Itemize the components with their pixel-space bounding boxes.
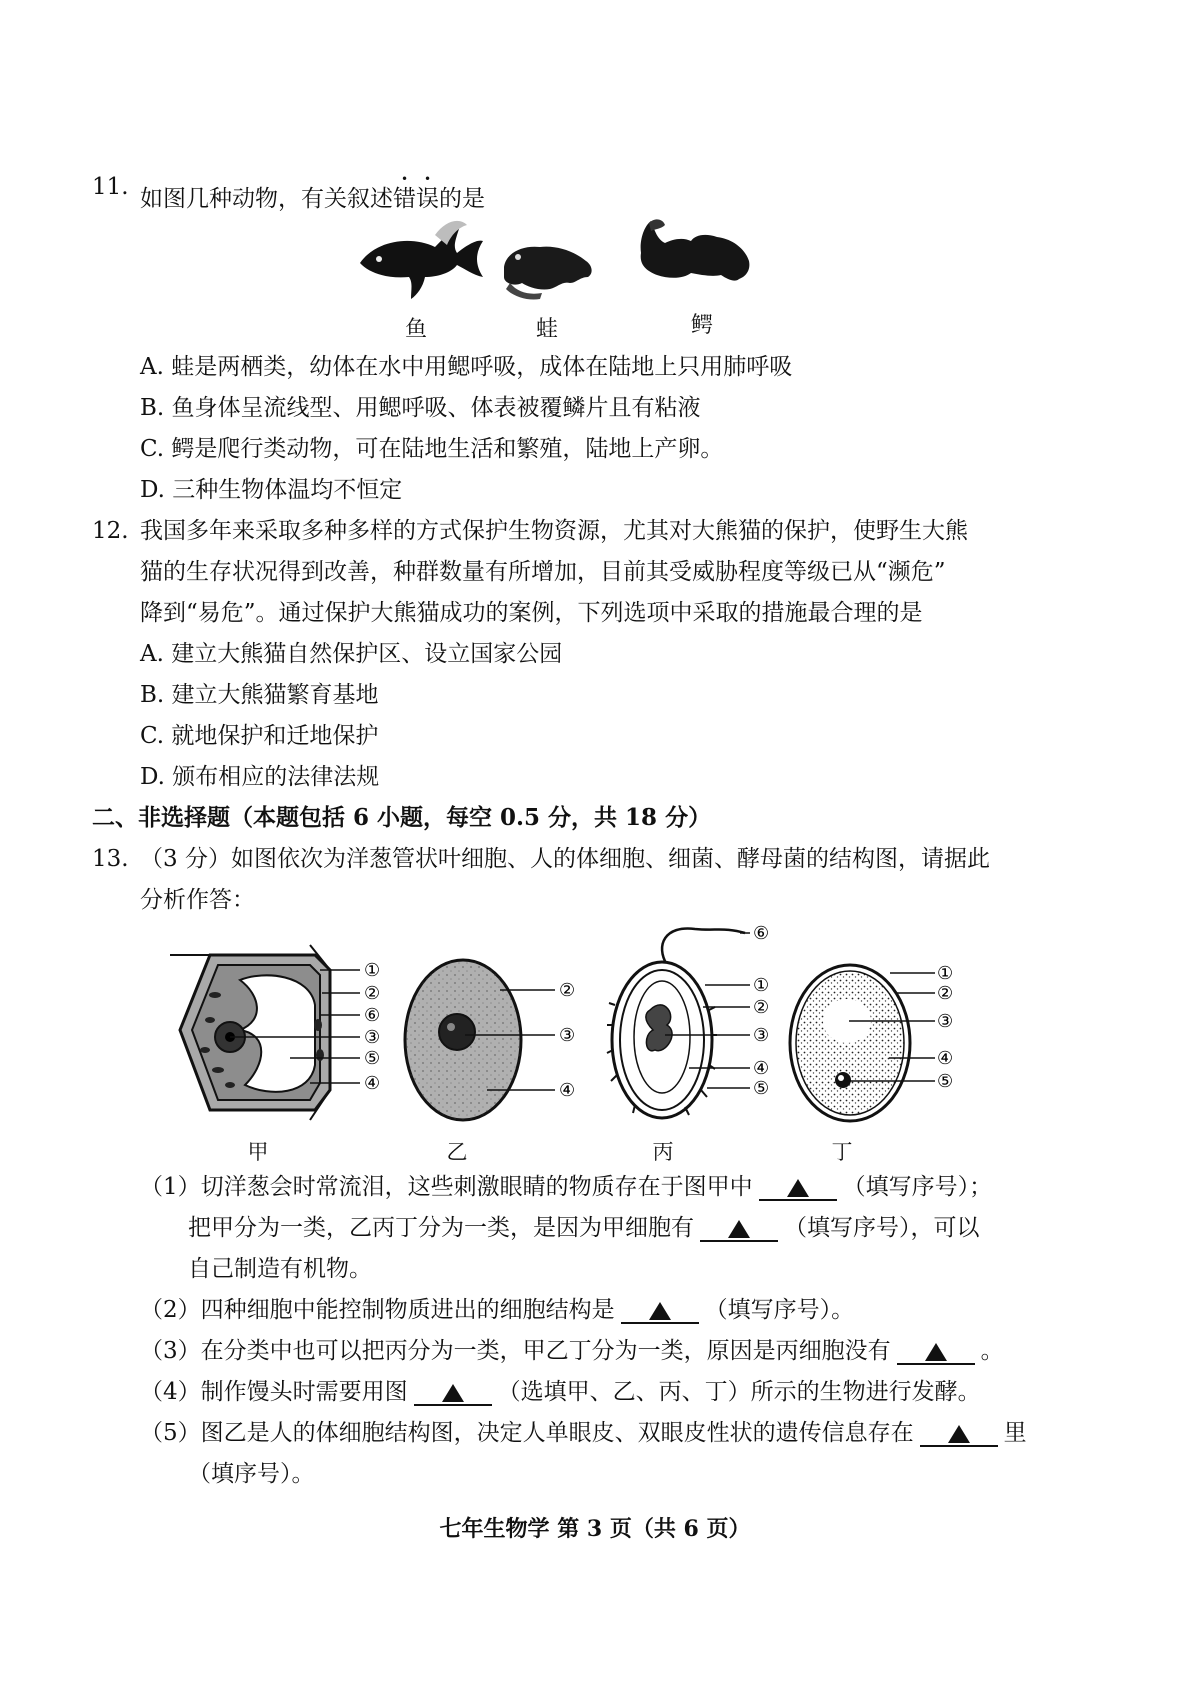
question-11-stem-prefix: 如图几种动物，有关叙述 [140, 186, 393, 212]
option-text: 建立大熊猫自然保护区、设立国家公园 [171, 641, 563, 667]
option-text: 蛙是两栖类，幼体在水中用鳃呼吸，成体在陆地上只用肺呼吸 [171, 354, 793, 380]
option-text: 鳄是爬行类动物，可在陆地生活和繁殖，陆地上产卵。 [171, 436, 724, 462]
crocodile-image [641, 219, 750, 280]
answer-blank-3[interactable] [897, 1339, 975, 1365]
question-11-option-c [140, 434, 723, 464]
animals-figure [355, 215, 765, 305]
question-12-stem-line-2: 猫的生存状况得到改善，种群数量有所增加，目前其受威胁程度等级已从“濒危” [140, 559, 946, 585]
question-11-stem [140, 172, 485, 214]
subquestion-text: （填写序号），可以 [784, 1215, 980, 1241]
blank-triangle-icon [948, 1425, 970, 1443]
subquestion-text: （4）制作馒头时需要用图 [140, 1379, 408, 1405]
question-11-stem-emphasis: 错误 [393, 186, 439, 212]
figure-label-yi: 乙 [446, 1140, 468, 1164]
yeast-marker-3: ③ [937, 1011, 954, 1032]
human-cell-diagram [405, 960, 575, 1120]
human-marker-3: ③ [559, 1025, 576, 1046]
plant-marker-1: ① [364, 960, 381, 981]
subquestion-1-line-2 [188, 1213, 980, 1243]
figure-label-bing: 丙 [652, 1140, 674, 1164]
subquestion-5-line-2: （填序号）。 [188, 1461, 315, 1487]
subquestion-1-line-3: 自己制造有机物。 [188, 1256, 372, 1282]
subquestion-3 [140, 1336, 1004, 1366]
subquestion-4 [140, 1377, 981, 1407]
subquestion-text: （2）四种细胞中能控制物质进出的细胞结构是 [140, 1297, 615, 1323]
answer-blank-5[interactable] [920, 1421, 998, 1447]
option-letter: D. [140, 764, 165, 790]
frog-image [504, 247, 592, 300]
animal-label-fish: 鱼 [404, 317, 427, 342]
option-letter: A. [140, 641, 164, 667]
plant-marker-4: ④ [364, 1073, 381, 1094]
bacterium-marker-6: ⑥ [753, 925, 770, 944]
page-footer: 七年生物学 第 3 页（共 6 页） [439, 1516, 751, 1542]
animal-label-crocodile: 鳄 [690, 313, 713, 338]
question-11-stem-suffix: 的是 [439, 186, 485, 212]
answer-blank-4[interactable] [414, 1380, 492, 1406]
question-11-number: 11. [92, 174, 129, 200]
subquestion-text: （选填甲、乙、丙、丁）所示的生物进行发酵。 [497, 1379, 981, 1405]
option-letter: C. [140, 723, 165, 749]
question-12-option-d [140, 762, 379, 792]
question-12-option-b [140, 680, 379, 710]
blank-triangle-icon [442, 1384, 464, 1402]
yeast-diagram [790, 963, 953, 1121]
plant-marker-2: ② [364, 983, 381, 1004]
subquestion-text: 里 [1003, 1420, 1027, 1446]
subquestion-text: （填写序号）。 [704, 1297, 855, 1323]
yeast-marker-1: ① [937, 963, 954, 984]
question-13-stem-line-2: 分析作答： [140, 887, 255, 913]
question-12-option-c [140, 721, 378, 751]
yeast-marker-4: ④ [937, 1048, 954, 1069]
section-2-title: 二、非选择题（本题包括 6 小题，每空 0.5 分，共 18 分） [92, 804, 712, 831]
subquestion-text: （1）切洋葱会时常流泪，这些刺激眼睛的物质存在于图甲中 [140, 1174, 753, 1200]
plant-cell-diagram [170, 945, 380, 1120]
answer-blank-1a[interactable] [759, 1175, 837, 1201]
question-13-stem-line-1: （3 分）如图依次为洋葱管状叶细胞、人的体细胞、细菌、酵母菌的结构图，请据此 [140, 846, 990, 872]
option-text: 三种生物体温均不恒定 [172, 477, 403, 503]
bacterium-marker-3: ③ [753, 1025, 770, 1046]
subquestion-1-line-1 [140, 1172, 992, 1202]
animal-label-frog: 蛙 [535, 317, 558, 342]
figure-label-jia: 甲 [247, 1140, 269, 1164]
option-letter: A. [140, 354, 164, 380]
plant-marker-5: ⑤ [364, 1048, 381, 1069]
blank-triangle-icon [925, 1343, 947, 1361]
bacterium-diagram [607, 925, 769, 1118]
subquestion-text: （填写序号）； [842, 1174, 993, 1200]
answer-blank-2[interactable] [621, 1298, 699, 1324]
answer-blank-1b[interactable] [700, 1216, 778, 1242]
fish-image [360, 221, 483, 299]
option-text: 建立大熊猫繁育基地 [171, 682, 379, 708]
yeast-marker-2: ② [937, 983, 954, 1004]
option-text: 颁布相应的法律法规 [172, 764, 380, 790]
yeast-marker-5: ⑤ [937, 1071, 954, 1092]
option-letter: B. [140, 682, 165, 708]
cell-diagrams [170, 925, 970, 1125]
option-text: 就地保护和迁地保护 [171, 723, 379, 749]
subquestion-5-line-1 [140, 1418, 1027, 1448]
option-text: 鱼身体呈流线型、用鳃呼吸、体表被覆鳞片且有粘液 [171, 395, 701, 421]
bacterium-marker-2: ② [753, 997, 770, 1018]
subquestion-text: 把甲分为一类，乙丙丁分为一类，是因为甲细胞有 [188, 1215, 694, 1241]
subquestion-2 [140, 1295, 854, 1325]
question-12-option-a [140, 639, 562, 669]
question-11-option-d [140, 475, 402, 505]
subquestion-text: （3）在分类中也可以把丙分为一类，甲乙丁分为一类，原因是丙细胞没有 [140, 1338, 891, 1364]
bacterium-marker-5: ⑤ [753, 1078, 770, 1099]
subquestion-text: （5）图乙是人的体细胞结构图，决定人单眼皮、双眼皮性状的遗传信息存在 [140, 1420, 914, 1446]
bacterium-marker-4: ④ [753, 1058, 770, 1079]
question-12-stem-line-1: 我国多年来采取多种多样的方式保护生物资源，尤其对大熊猫的保护，使野生大熊 [140, 518, 968, 544]
human-marker-2: ② [559, 980, 576, 1001]
option-letter: D. [140, 477, 165, 503]
plant-marker-3: ③ [364, 1027, 381, 1048]
blank-triangle-icon [728, 1220, 750, 1238]
blank-triangle-icon [787, 1179, 809, 1197]
subquestion-text: 。 [980, 1338, 1004, 1364]
question-11-option-b [140, 393, 701, 423]
question-13-number: 13. [92, 846, 129, 872]
human-marker-4: ④ [559, 1080, 576, 1101]
blank-triangle-icon [649, 1302, 671, 1320]
question-12-number: 12. [92, 518, 129, 544]
bacterium-marker-1: ① [753, 975, 770, 996]
question-12-stem-line-3: 降到“易危”。通过保护大熊猫成功的案例，下列选项中采取的措施最合理的是 [140, 600, 923, 626]
option-letter: C. [140, 436, 165, 462]
figure-label-ding: 丁 [831, 1140, 853, 1164]
question-11-option-a [140, 352, 792, 382]
plant-marker-6: ⑥ [364, 1005, 381, 1026]
option-letter: B. [140, 395, 165, 421]
